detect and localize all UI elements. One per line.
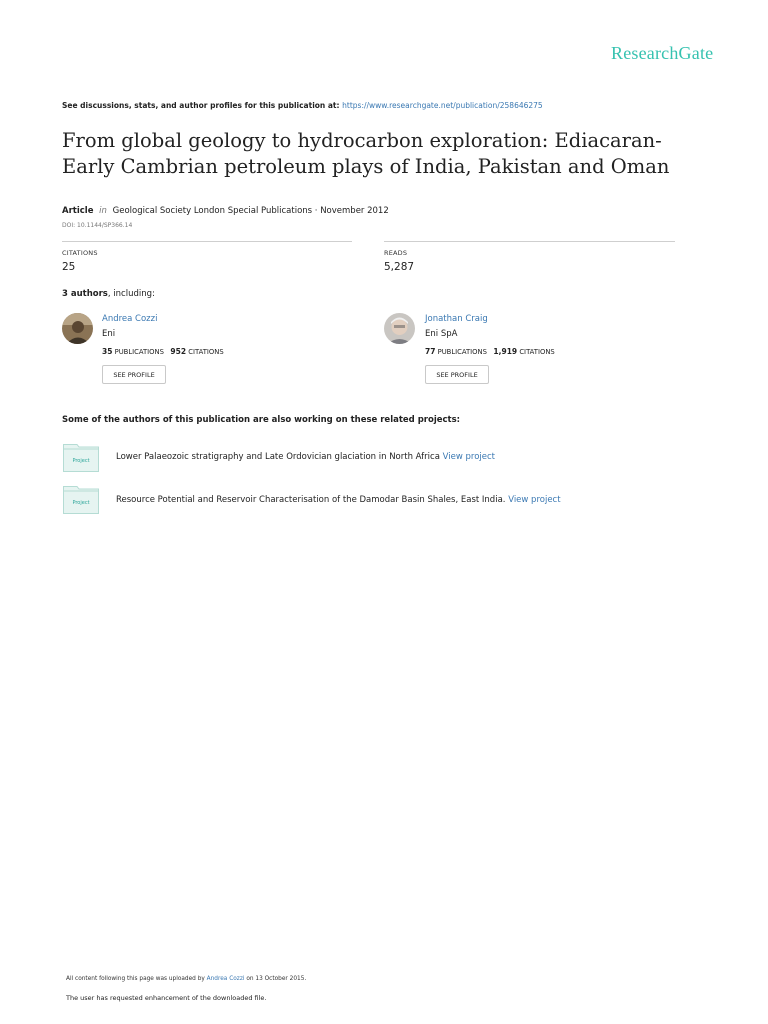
project-icon[interactable] [63, 444, 99, 472]
divider-reads [384, 241, 675, 242]
venue-date: Geological Society London Special Publications · November 2012 [112, 206, 389, 216]
discussion-line [62, 101, 543, 110]
publication-title [62, 128, 702, 180]
avatar-jonathan-craig[interactable] [384, 313, 415, 344]
publication-url-link[interactable]: https://www.researchgate.net/publication/258646275 [342, 101, 543, 110]
avatar-photo-icon [62, 313, 93, 344]
author-institution: Eni SpA [425, 329, 458, 339]
in-word: in [99, 206, 107, 216]
project-title: Resource Potential and Reservoir Characterisation of the Damodar Basin Shales, East India. [116, 495, 506, 505]
view-project-link[interactable]: View project [508, 495, 561, 505]
project-row [116, 495, 561, 505]
author-stats [425, 347, 555, 356]
avatar-andrea-cozzi[interactable] [62, 313, 93, 344]
title-line-2: Early Cambrian petroleum plays of India, Pakistan and Oman [62, 155, 670, 178]
discussion-prefix: See discussions, stats, and author profiles for this publication at: [62, 101, 340, 110]
related-projects-heading: Some of the authors of this publication are also working on these related projects: [62, 415, 461, 425]
article-type: Article [62, 206, 94, 216]
enhancement-note: The user has requested enhancement of the downloaded file. [66, 994, 267, 1002]
project-row [116, 452, 495, 462]
citations-count: 1,919 [493, 347, 518, 356]
folder-icon [63, 486, 99, 514]
author-stats [102, 347, 224, 356]
publications-label: PUBLICATIONS [114, 348, 164, 356]
uploader-link[interactable]: Andrea Cozzi [206, 976, 245, 982]
project-icon-label: Project [72, 458, 90, 464]
upload-note [66, 976, 306, 982]
citations-label: CITATIONS [188, 348, 224, 356]
folder-icon [63, 444, 99, 472]
reads-value: 5,287 [384, 261, 415, 273]
see-profile-button[interactable]: SEE PROFILE [102, 365, 166, 384]
author-name-jonathan-craig[interactable]: Jonathan Craig [425, 314, 488, 324]
author-name-andrea-cozzi[interactable]: Andrea Cozzi [102, 314, 158, 324]
publications-count: 77 [425, 347, 436, 356]
citations-label: CITATIONS [62, 249, 98, 257]
citations-value: 25 [62, 261, 76, 273]
project-icon[interactable] [63, 486, 99, 514]
project-icon-label: Project [72, 500, 90, 506]
authors-suffix: , including: [107, 289, 155, 299]
citations-count: 952 [170, 347, 187, 356]
avatar-photo-icon [384, 313, 415, 344]
authors-count: 3 authors [62, 289, 108, 299]
divider-citations [62, 241, 352, 242]
author-institution: Eni [102, 329, 116, 339]
article-meta [62, 206, 389, 216]
authors-heading [62, 289, 155, 299]
upload-prefix: All content following this page was uploaded by [66, 976, 205, 982]
publications-count: 35 [102, 347, 113, 356]
title-line-1: From global geology to hydrocarbon exploration: Ediacaran- [62, 129, 662, 152]
publications-label: PUBLICATIONS [437, 348, 487, 356]
upload-suffix: on 13 October 2015. [246, 976, 307, 982]
citations-label: CITATIONS [519, 348, 555, 356]
project-title: Lower Palaeozoic stratigraphy and Late Ordovician glaciation in North Africa [116, 452, 440, 462]
view-project-link[interactable]: View project [442, 452, 495, 462]
doi: DOI: 10.1144/SP366.14 [62, 222, 133, 229]
reads-label: READS [384, 249, 408, 257]
see-profile-button[interactable]: SEE PROFILE [425, 365, 489, 384]
researchgate-logo[interactable]: ResearchGate [611, 43, 714, 63]
